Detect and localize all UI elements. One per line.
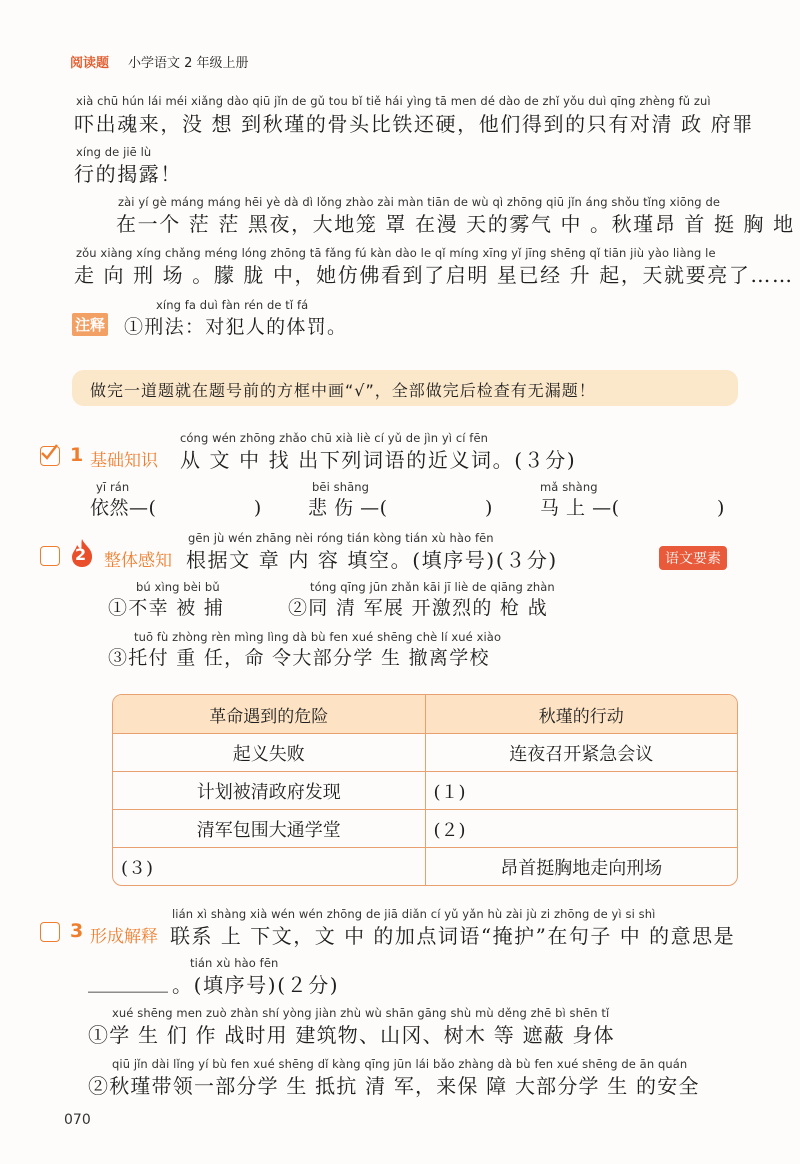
table-cell: 计划被清政府发现 [113, 772, 425, 810]
q2-option-1: ①不幸 被 捕 [108, 597, 225, 619]
q2-badge: 语文要素 [659, 546, 727, 570]
q3-answer-blank[interactable]: ________ [88, 969, 168, 993]
q2-option-3: ③托付 重 任，命 令大部分学 生 撤离学校 [108, 647, 490, 669]
table-blank-1[interactable]: (１) [425, 772, 737, 810]
table-blank-2[interactable]: (２) [425, 810, 737, 848]
table-cell: 连夜召开紧急会议 [425, 734, 737, 772]
q1-checkbox[interactable] [40, 446, 60, 466]
table-cell: 起义失败 [113, 734, 425, 772]
passage-line-3: 在一个 茫 茫 黑夜，大地笼 罩 在漫 天的雾气 中 。秋瑾昂 首 挺 胸 地 [116, 212, 795, 236]
table-cell: 清军包围大通学堂 [113, 810, 425, 848]
table-blank-3[interactable]: (３) [113, 848, 425, 886]
table-row [113, 810, 737, 848]
q1-prompt-pinyin: cóng wén zhōng zhǎo chū xià liè cí yǔ de jìn yì cí fēn [180, 431, 489, 445]
check-mark-icon [39, 443, 59, 463]
table-row [113, 734, 737, 772]
table-row [113, 848, 737, 886]
q1-category: 基础知识 [90, 451, 158, 471]
q2-prompt: 根据文 章 内 容 填空。(填序号)(３分) [186, 548, 558, 572]
note-text: ①刑法：对犯人的体罚。 [124, 316, 348, 338]
q3-checkbox[interactable] [40, 922, 60, 942]
q3-prompt-2-pinyin: tián xù hào fēn [190, 956, 279, 970]
note-pinyin: xíng fa duì fàn rén de tǐ fá [156, 298, 309, 312]
q2-option-3-pinyin: tuō fù zhòng rèn mìng lìng dà bù fen xué shēng chè lí xué xiào [134, 630, 502, 644]
q3-prompt: 联系 上 下文，文 中 的加点词语“掩护”在句子 中 的意思是 [170, 924, 736, 948]
passage-line-3-pinyin: zài yí gè máng máng hēi yè dà dì lǒng zhào zài màn tiān de wù qì zhōng qiū jǐn áng shǒu tǐng xiōng de [118, 195, 721, 209]
table-cell: 昂首挺胸地走向刑场 [425, 848, 737, 886]
q3-category: 形成解释 [90, 927, 158, 947]
q2-option-2-pinyin: tóng qīng jūn zhǎn kāi jī liè de qiāng zhàn [310, 580, 555, 594]
table-row [113, 772, 737, 810]
q1-prompt: 从 文 中 找 出下列词语的近义词。(３分) [180, 448, 577, 472]
section-tag: 阅读题 [70, 56, 110, 71]
passage-line-2: 行的揭露！ [74, 162, 182, 186]
q3-option-2-pinyin: qiū jǐn dài lǐng yí bù fen xué shēng dǐ kàng qīng jūn lái bǎo zhàng dà bù fen xué shēng de ān quán [112, 1057, 688, 1071]
q3-option-1: ①学 生 们 作 战时用 建筑物、山冈、树木 等 遮蔽 身体 [88, 1023, 615, 1047]
q1-item-3[interactable]: 马 上 —( ) [540, 497, 725, 519]
q1-item-2-pinyin: bēi shāng [312, 480, 370, 494]
q3-option-1-pinyin: xué shēng men zuò zhàn shí yòng jiàn zhù wù shān gāng shù mù děng zhē bì shēn tǐ [112, 1006, 610, 1020]
q2-prompt-pinyin: gēn jù wén zhāng nèi róng tián kòng tián xù hào fēn [188, 531, 494, 545]
table-header-action: 秋瑾的行动 [425, 695, 737, 734]
note-tag: 注释 [72, 313, 108, 336]
passage-line-4-pinyin: zǒu xiàng xíng chǎng méng lóng zhōng tā fǎng fú kàn dào le qǐ míng xīng yǐ jīng shēng qǐ tiān jiù yào liàng le [76, 246, 716, 260]
instruction-text: 做完一道题就在题号前的方框中画“√”，全部做完后检查有无漏题！ [90, 381, 596, 400]
q1-item-2[interactable]: 悲 伤 —( ) [308, 497, 493, 519]
page-number: 070 [64, 1112, 91, 1128]
q3-number: 3 [70, 920, 84, 942]
passage-line-1-pinyin: xià chū hún lái méi xiǎng dào qiū jǐn de gǔ tou bǐ tiě hái yìng tā men dé dào de zhǐ yǒu duì qīng zhèng fǔ zuì [76, 94, 711, 108]
q2-category: 整体感知 [104, 551, 172, 571]
passage-line-2-pinyin: xíng de jiē lù [76, 145, 152, 159]
q1-number: 1 [70, 444, 84, 466]
answer-table [112, 694, 738, 886]
q1-item-3-pinyin: mǎ shàng [540, 480, 598, 494]
q3-option-2: ②秋瑾带领一部分学 生 抵抗 清 军，来保 障 大部分学 生 的安全 [88, 1074, 700, 1098]
passage-line-4: 走 向 刑 场 。朦 胧 中，她仿佛看到了启明 星已经 升 起，天就要亮了…… [74, 263, 794, 287]
passage-line-1: 吓出魂来，没 想 到秋瑾的骨头比铁还硬，他们得到的只有对清 政 府罪 [74, 112, 754, 136]
q2-option-1-pinyin: bú xìng bèi bǔ [136, 580, 220, 594]
q1-item-1-pinyin: yī rán [96, 480, 130, 494]
q1-item-1[interactable]: 依然—( ) [90, 497, 262, 519]
q3-prompt-2: 。(填序号)(２分) [172, 973, 340, 997]
q2-number: 2 [75, 545, 87, 564]
book-title: 小学语文 2 年级上册 [128, 56, 249, 71]
q2-option-2: ②同 清 军展 开激烈的 枪 战 [288, 597, 548, 619]
q2-checkbox[interactable] [40, 546, 60, 566]
q3-prompt-pinyin: lián xì shàng xià wén wén zhōng de jiā diǎn cí yǔ yǎn hù zài jù zi zhōng de yì si shì [172, 907, 656, 921]
table-header-danger: 革命遇到的危险 [113, 695, 425, 734]
